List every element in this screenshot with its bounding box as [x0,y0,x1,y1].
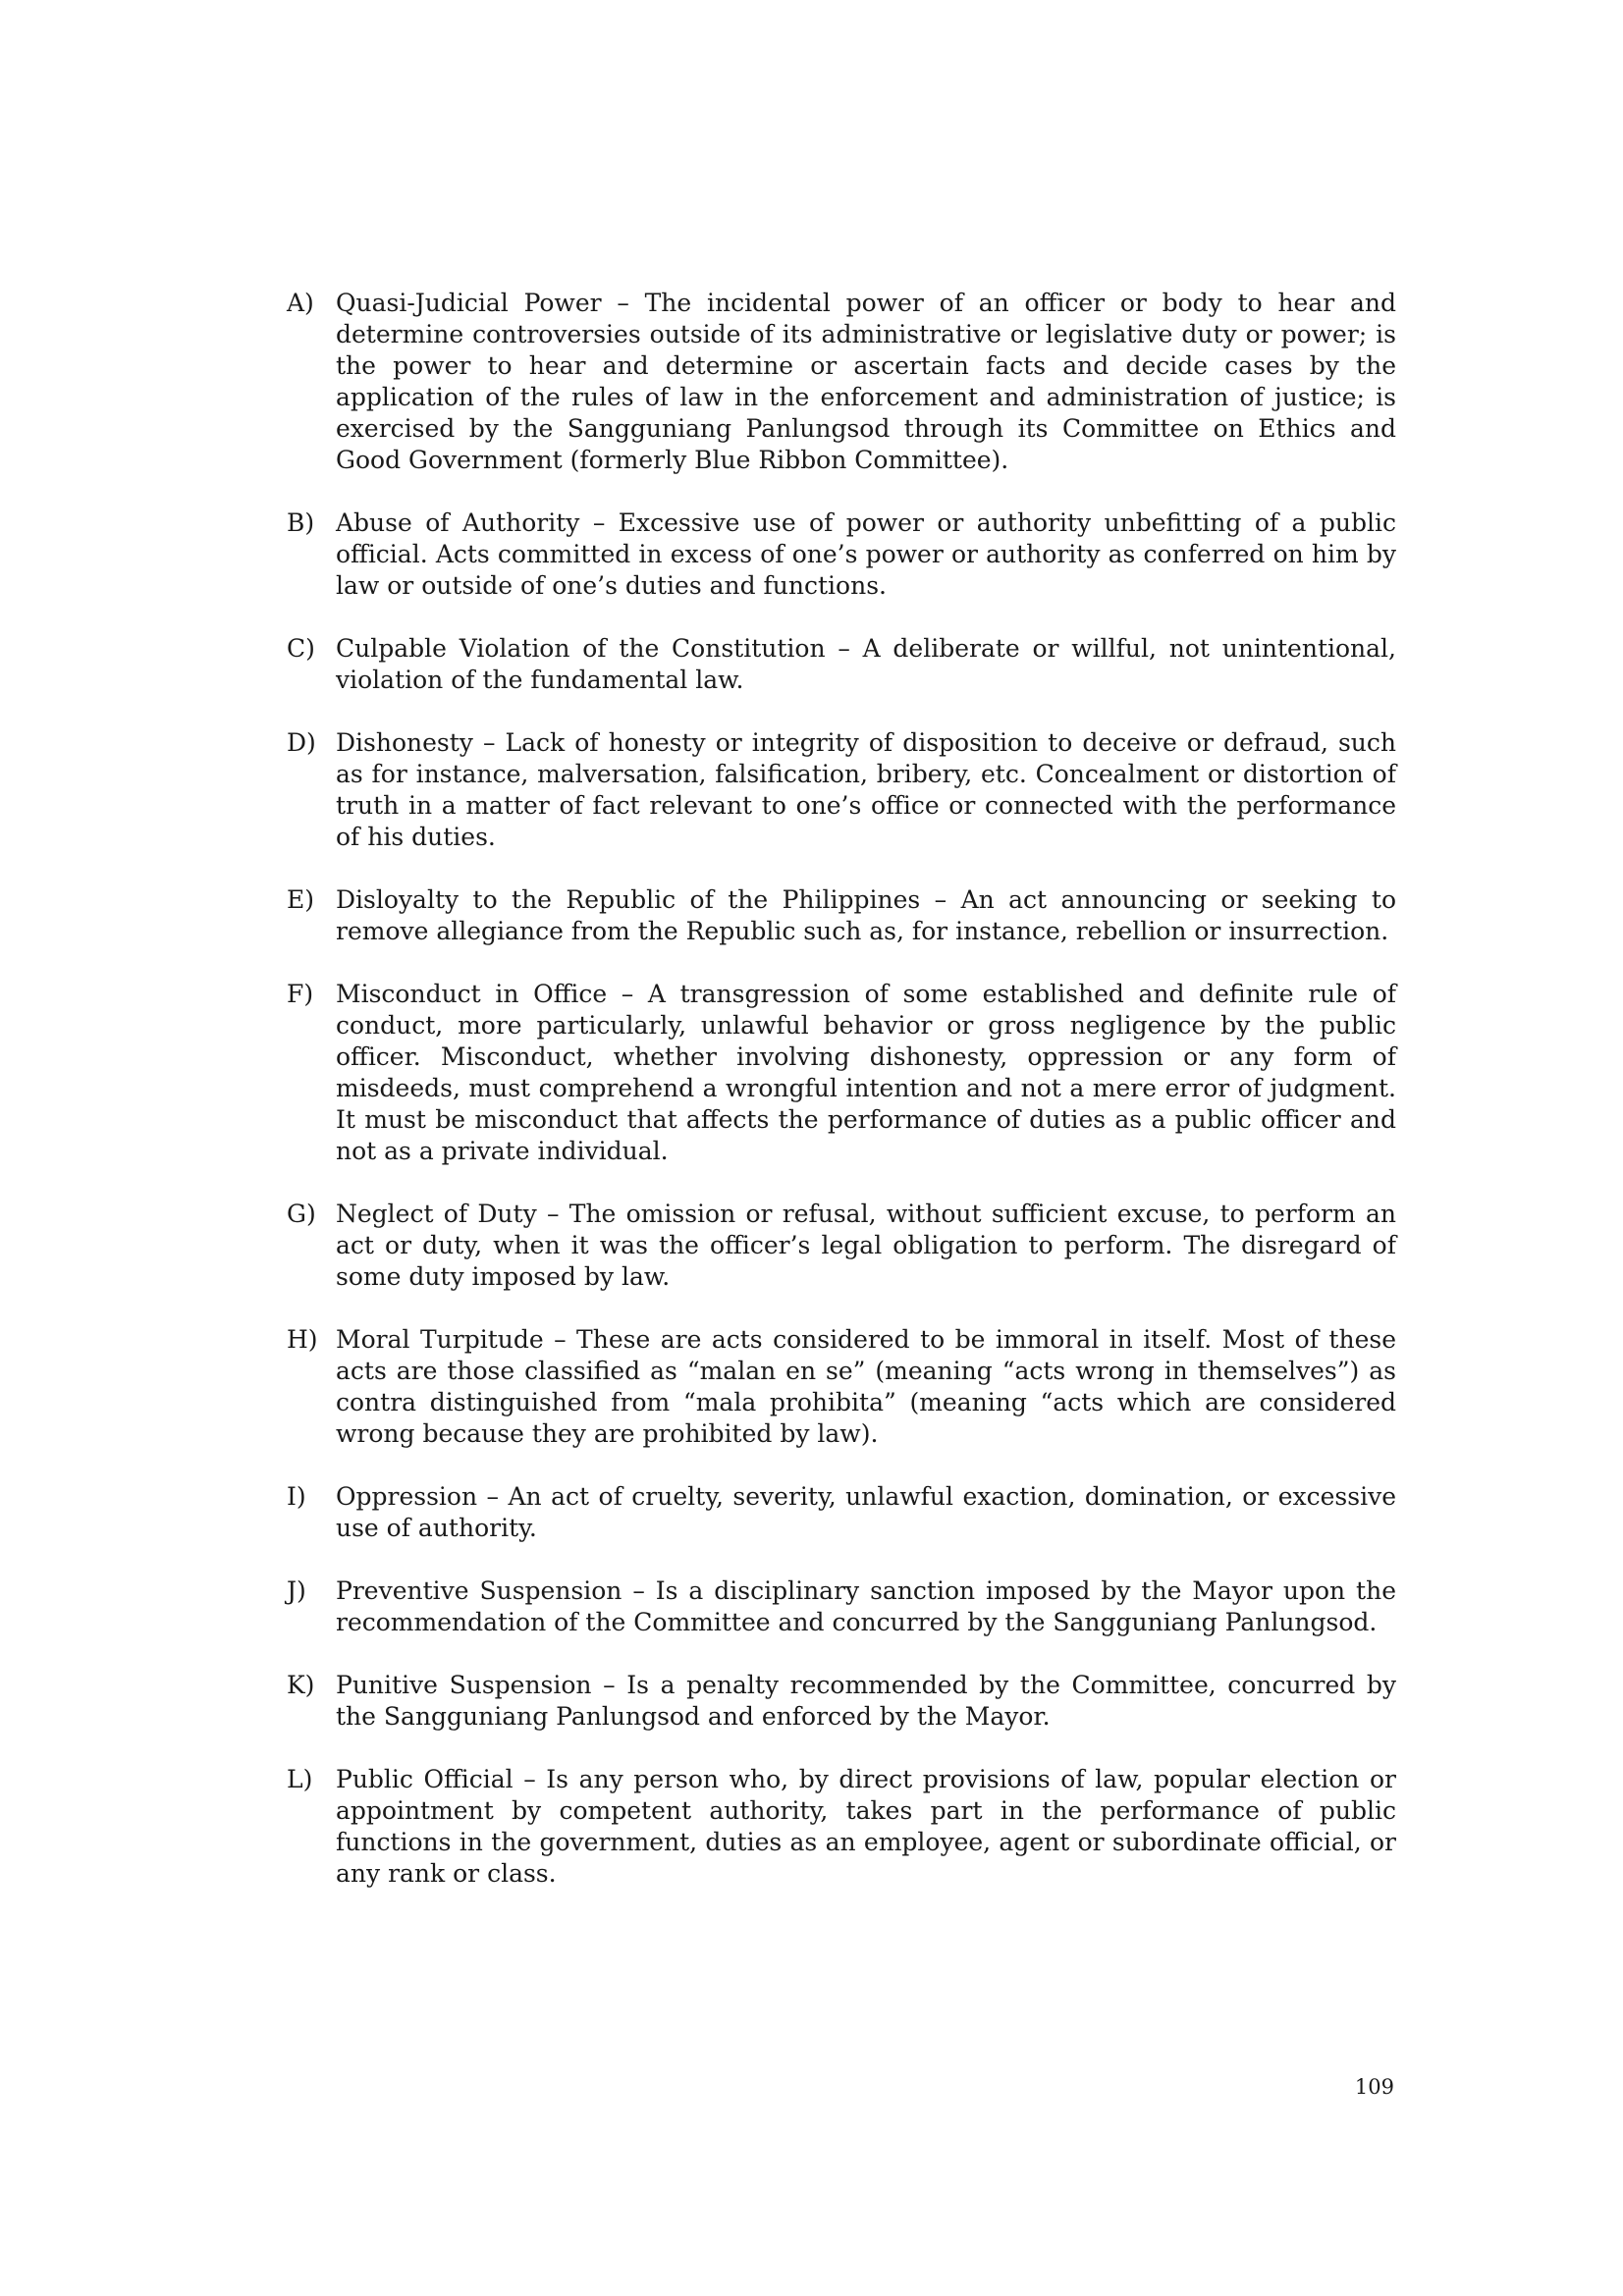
definition-text: Abuse of Authority – Excessive use of power or authority unbefitting of a public official. Acts committed in excess of one’s power or authority as conferred on him by law or outside of one’s duties and functions. [336,508,1396,600]
page-number: 109 [1354,2075,1394,2099]
definition-text: Dishonesty – Lack of honesty or integrity of disposition to deceive or defraud, such as for instance, malversation, falsification, bribery, etc. Concealment or distortion of truth in a matter of fact relevant to one’s office or connected with the performance of his duties. [336,728,1396,851]
definitions-list [287,288,1396,1921]
definition-item-e [287,884,1396,947]
definition-text: Culpable Violation of the Constitution – A deliberate or willful, not unintentional, violation of the fundamental law. [336,634,1396,694]
definition-text: Neglect of Duty – The omission or refusal, without sufficient excuse, to perform an act or duty, when it was the officer’s legal obligation to perform. The disregard of some duty imposed by law. [336,1200,1396,1291]
definition-item-b [287,507,1396,602]
definition-item-l [287,1764,1396,1890]
definition-item-g [287,1199,1396,1293]
definition-item-d [287,727,1396,853]
definition-item-h [287,1324,1396,1450]
definition-item-k [287,1670,1396,1733]
definition-marker: J) [287,1576,306,1605]
definition-text: Preventive Suspension – Is a disciplinary sanction imposed by the Mayor upon the recommendation of the Committee and concurred by the Sangguniang Panlungsod. [336,1576,1396,1636]
definition-text: Moral Turpitude – These are acts considered to be immoral in itself. Most of these acts are those classified as “malan en se” (meaning “acts wrong in themselves”) as contra distinguished from “mala prohibita” (meaning “acts which are considered wrong because they are prohibited by law). [336,1325,1396,1448]
definition-text: Quasi-Judicial Power – The incidental power of an officer or body to hear and determine controversies outside of its administrative or legislative duty or power; is the power to hear and determine or ascertain facts and decide cases by the application of the rules of law in the enforcement and administration of justice; is exercised by the Sangguniang Panlungsod through its Committee on Ethics and Good Government (formerly Blue Ribbon Committee). [336,289,1396,474]
definition-marker: D) [287,728,316,757]
definition-marker: E) [287,885,315,914]
definition-marker: F) [287,980,314,1008]
definition-marker: B) [287,508,315,537]
definition-text: Public Official – Is any person who, by direct provisions of law, popular election or appointment by competent authority, takes part in the performance of public functions in the government, duties as an employee, agent or subordinate official, or any rank or class. [336,1765,1396,1888]
definition-text: Disloyalty to the Republic of the Philippines – An act announcing or seeking to remove allegiance from the Republic such as, for instance, rebellion or insurrection. [336,885,1396,945]
definition-text: Misconduct in Office – A transgression of some established and definite rule of conduct, more particularly, unlawful behavior or gross negligence by the public officer. Misconduct, whether involving dishonesty, oppression or any form of misdeeds, must comprehend a wrongful intention and not a mere error of judgment. It must be misconduct that affects the performance of duties as a public officer and not as a private individual. [336,980,1396,1165]
definition-marker: G) [287,1200,316,1228]
definition-marker: A) [287,289,314,317]
definition-text: Punitive Suspension – Is a penalty recommended by the Committee, concurred by the Sangguniang Panlungsod and enforced by the Mayor. [336,1671,1396,1731]
definition-item-c [287,633,1396,696]
definition-marker: C) [287,634,315,663]
definition-text: Oppression – An act of cruelty, severity, unlawful exaction, domination, or excessive use of authority. [336,1482,1396,1542]
definition-marker: K) [287,1671,315,1699]
definition-item-a [287,288,1396,476]
definition-marker: I) [287,1482,306,1511]
definition-item-f [287,979,1396,1167]
definition-item-j [287,1575,1396,1638]
definition-marker: L) [287,1765,313,1793]
definition-marker: H) [287,1325,318,1354]
definition-item-i [287,1481,1396,1544]
